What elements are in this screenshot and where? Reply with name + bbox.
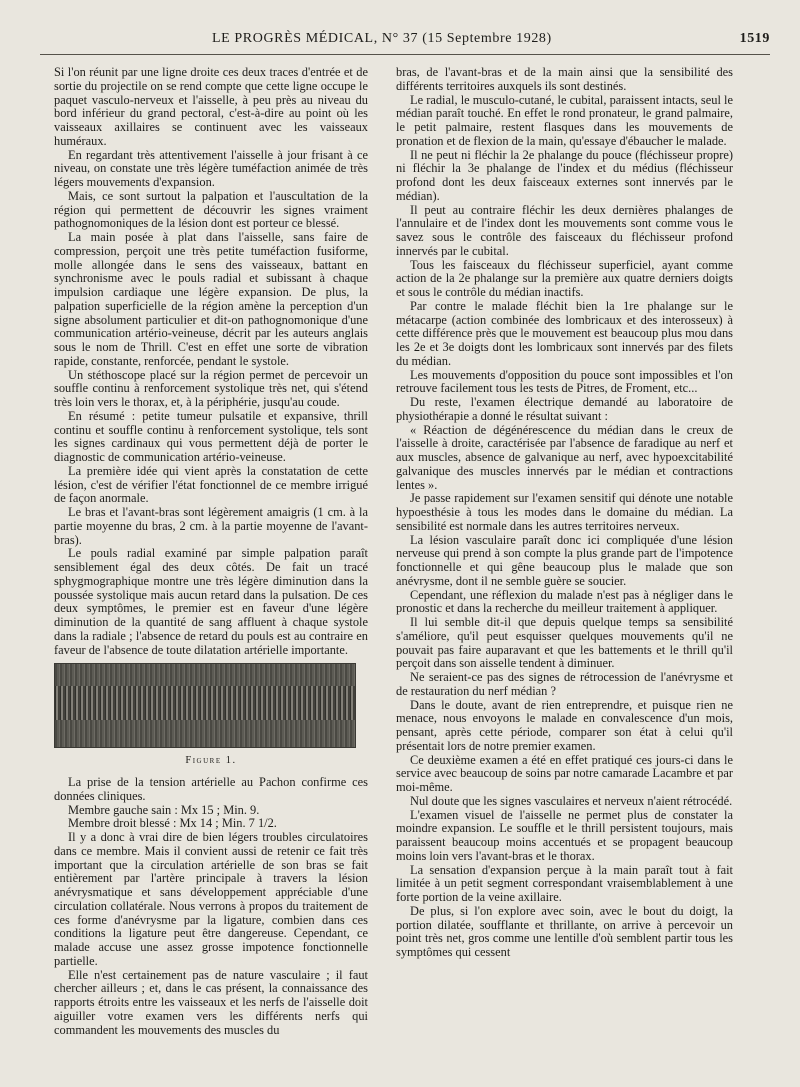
paragraph: En regardant très attentivement l'aisselle à jour frisant à ce niveau, on constate une très légère tuméfaction animée de très légers mouvements d'expansion. [54, 147, 368, 189]
left-column [54, 66, 368, 1037]
paragraph: Il lui semble dit-il que depuis quelque temps sa sensibilité s'améliore, qu'il peut esquisser quelques mouvements qu'il ne pouvait pas faire auparavant et que les battements et le thrill qu'il perçoit dans son aisselle tendent à diminuer. [396, 615, 733, 671]
paragraph: Par contre le malade fléchit bien la 1re phalange sur le métacarpe (action combinée des lombricaux et des interosseux) à cette différence près que le mouvement est beaucoup plus mou dans les 2e et 3e doigts dont les lombricaux sont innervés par des filets du médian. [396, 298, 733, 368]
paragraph: Un stéthoscope placé sur la région permet de percevoir un souffle continu à renforcement systolique très net, qui s'étend très loin vers le thorax, et, à la périphérie, jusqu'au coude. [54, 367, 368, 409]
paragraph: bras, de l'avant-bras et de la main ainsi que la sensibilité des différents territoires auxquels ils sont destinés. [396, 65, 733, 93]
paragraph: Le radial, le musculo-cutané, le cubital, paraissent intacts, seul le médian paraît touché. En effet le rond pronateur, le grand palmaire, le petit palmaire, restent flasques dans les mouvements de pronation et de flexion de la main, qu'essaye d'ébaucher le malade. [396, 92, 733, 148]
paragraph: Ne seraient-ce pas des signes de rétrocession de l'anévrysme et de restauration du nerf médian ? [396, 670, 733, 698]
paragraph: Les mouvements d'opposition du pouce sont impossibles et l'on retrouve facilement tous les tests de Pitres, de Froment, etc... [396, 367, 733, 396]
journal-title: LE PROGRÈS MÉDICAL, N° 37 (15 Septembre 1928) [212, 31, 552, 46]
paragraph: En résumé : petite tumeur pulsatile et expansive, thrill continu et souffle continu à renforcement systolique, tels sont les signes cardinaux qui vous permettent déjà de porter le diagnostic de communication artério-veineuse. [54, 408, 368, 464]
header-rule [40, 54, 770, 55]
paragraph: Il peut au contraire fléchir les deux dernières phalanges de l'annulaire et de l'index dont les mouvements sont comme vous le savez sous le contrôle des faisceaux du fléchisseur profond innervés par le cubital. [396, 202, 733, 258]
paragraph: La main posée à plat dans l'aisselle, sans faire de compression, perçoit une très petite tuméfaction fusiforme, molle allongée dans le sens des vaisseaux, battant en synchronisme avec le pouls radial et subissant à chaque impulsion cardiaque une légère expansion. De plus, la palpation superficielle de la région amène la perception d'un signe absolument particulier et dit-on pathognomonique d'une communication artério-veineuse, décrit par les auteurs anglais sous le nom de Thrill. C'est en effet une sorte de vibration rapide, constante, renforcée, pendant le systole. [54, 230, 368, 368]
paragraph: Le bras et l'avant-bras sont légèrement amaigris (1 cm. à la partie moyenne du bras, 2 cm. à la partie moyenne de l'avant-bras). [54, 505, 368, 547]
paragraph: Il y a donc à vrai dire de bien légers troubles circulatoires dans ce membre. Mais il convient aussi de retenir ce fait très important que la circulation artérielle de son bras se fait entièrement par l'artère principale à travers la lésion anévrysmatique et sans développement appréciable d'une circulation collatérale. Nous verrons à propos du traitement de ces forme d'anévrysme par la ligature, combien dans ces conditions la ligature peut être dangereuse. Cependant, ce malade accuse une assez grosse impotence fonctionnelle partielle. [54, 830, 368, 968]
paragraph: Le pouls radial examiné par simple palpation paraît sensiblement égal des deux côtés. De fait un tracé sphygmographique montre une très légère diminution dans la poussée systolique mais aucun retard dans la pulsation. De ces deux symptômes, le premier est en faveur d'une légère diminution de la quantité de sang affluent à chaque systole dans la radiale ; l'absence de retard du pouls est au contraire en faveur de l'absence de toute dilatation artérielle importante. [54, 546, 368, 657]
paragraph: Cependant, une réflexion du malade n'est pas à négliger dans le pronostic et dans la recherche du meilleur traitement à appliquer. [396, 587, 733, 616]
paragraph: La sensation d'expansion perçue à la main paraît tout à fait limitée à un petit segment correspondant vraisemblablement à une forte portion de la veine axillaire. [396, 862, 733, 904]
paragraph: Si l'on réunit par une ligne droite ces deux traces d'entrée et de sortie du projectile on se rend compte que cette ligne occupe le paquet vasculo-nerveux et l'aisselle, à peu près au niveau du bord inférieur du grand pectoral, c'est-à-dire au point où les vaisseaux axillaires se continuent avec les vaisseaux huméraux. [54, 65, 368, 148]
paragraph: Dans le doute, avant de rien entreprendre, et puisque rien ne menace, nous envoyons le malade en convalescence d'un mois, pensant, après cette période, comparer son état à celui qu'il présentait lors de notre premier examen. [396, 697, 733, 753]
right-column [396, 66, 733, 960]
paragraph: L'examen visuel de l'aisselle ne permet plus de constater la moindre expansion. Le souffle et le thrill persistent toujours, mais paraissent beaucoup moins accentués et se propagent beaucoup moins loin vers l'avant-bras et le thorax. [396, 807, 733, 863]
paragraph: Elle n'est certainement pas de nature vasculaire ; il faut chercher ailleurs ; et, dans le cas présent, la connaissance des rapports étroits entre les vaisseaux et les nerfs de l'aisselle doit aiguiller votre examen vers les différents nerfs qui commandent les mouvements des muscles du [54, 967, 368, 1037]
tracing-band [55, 686, 355, 720]
paragraph: Nul doute que les signes vasculaires et nerveux n'aient rétrocédé. [410, 793, 733, 808]
paragraph: Il ne peut ni fléchir la 2e phalange du pouce (fléchisseur propre) ni fléchir la 3e phalange de l'index et du médius (fléchisseur profond dont les deux faisceaux externes sont innervés par le médian). [396, 147, 733, 203]
paragraph: La lésion vasculaire paraît donc ici compliquée d'une lésion nerveuse qui prend à son compte la plus grande part de l'impotence fonctionnelle et qui gêne beaucoup plus le malade que son anévrysme, dont il ne semble guère se soucier. [396, 532, 733, 588]
paragraph: Ce deuxième examen a été en effet pratiqué ces jours-ci dans le service avec beaucoup de soins par notre camarade Lacambre et par moi-même. [396, 752, 733, 794]
paragraph: Membre droit blessé : Mx 14 ; Min. 7 1/2. [68, 816, 277, 831]
paragraph: La prise de la tension artérielle au Pachon confirme ces données cliniques. [54, 775, 368, 803]
paragraph: Mais, ce sont surtout la palpation et l'auscultation de la région qui permettent de découvrir les signes vraiment pathognomoniques de la lésion dont est porteur ce blessé. [54, 188, 368, 231]
paragraph: Du reste, l'examen électrique demandé au laboratoire de physiothérapie a donné le résultat suivant : [396, 395, 733, 423]
paragraph: Je passe rapidement sur l'examen sensitif qui dénote une notable hypoesthésie à tous les modes dans le domaine du médian. La sensibilité est normale dans les autres territoires nerveux. [396, 491, 733, 533]
paragraph: « Réaction de dégénérescence du médian dans le creux de l'aisselle à droite, caractérisée par l'absence de faradique au nerf et aux muscles, absence de galvanique au nerf, avec hypoexcitabilité galvanique des muscles innervés par le médian et contractions lentes ». [396, 422, 733, 492]
sphygmograph-tracing-figure [54, 663, 356, 748]
figure-caption: Figure 1. [185, 755, 237, 767]
paragraph: La première idée qui vient après la constatation de cette lésion, c'est de vérifier l'état fonctionnel de ce membre irrigué de façon anormale. [54, 463, 368, 506]
paragraph: Tous les faisceaux du fléchisseur superficiel, ayant comme action de la 2e phalange sur la première aux quatre derniers doigts et sous le contrôle du médian inactifs. [396, 257, 733, 299]
paragraph: De plus, si l'on explore avec soin, avec le bout du doigt, la portion dilatée, soufflante et thrillante, on arrive à percevoir un point très net, gros comme une lentille d'où semblent partir tous les symptômes qui cessent [396, 903, 733, 959]
paragraph: Membre gauche sain : Mx 15 ; Min. 9. [68, 802, 260, 817]
page-number: 1519 [739, 31, 770, 46]
page-header [40, 31, 770, 51]
